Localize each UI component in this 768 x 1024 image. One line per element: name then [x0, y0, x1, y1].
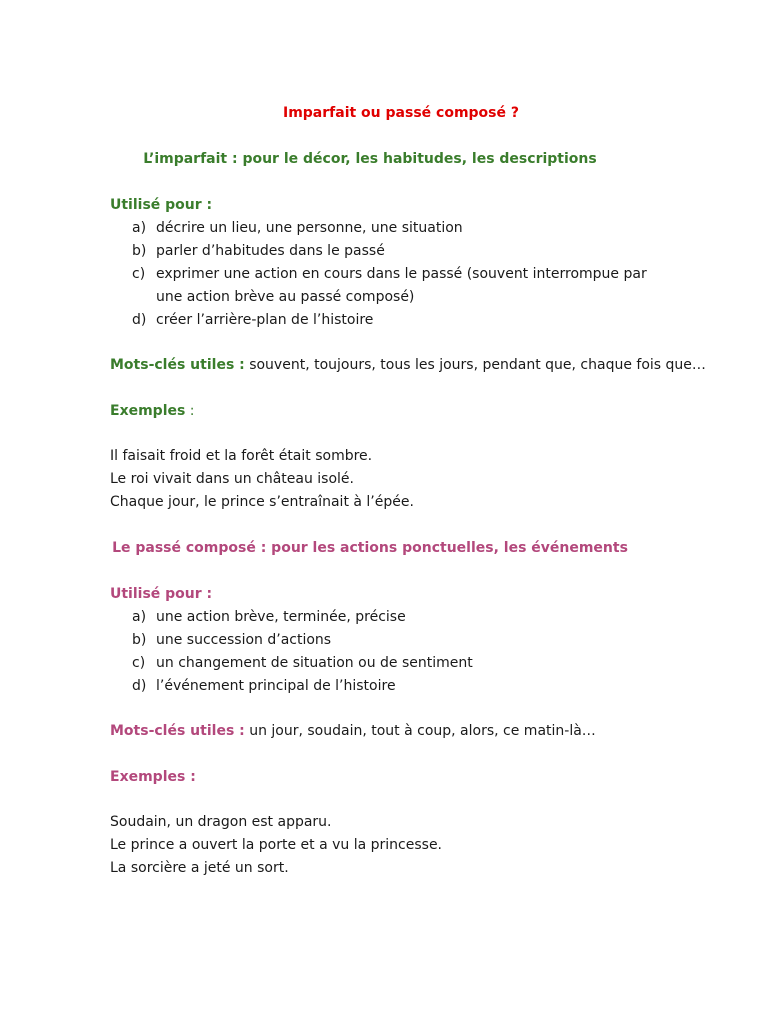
list-item — [110, 652, 710, 675]
passe-compose-usage-block — [110, 583, 710, 698]
list-item-text: créer l’arrière-plan de l’histoire — [156, 312, 374, 328]
passe-compose-examples-heading — [110, 766, 710, 789]
passe-compose-keywords-text: un jour, soudain, tout à coup, alors, ce matin-là… — [244, 723, 596, 739]
imparfait-keywords — [110, 354, 710, 377]
list-item — [110, 240, 710, 263]
list-item-text: parler d’habitudes dans le passé — [156, 243, 385, 259]
passe-compose-used-for-label: Utilisé pour : — [110, 586, 213, 602]
example-sentence: Le roi vivait dans un château isolé. — [110, 471, 354, 487]
list-item — [110, 606, 710, 629]
example-sentence: Le prince a ouvert la porte et a vu la princesse. — [110, 837, 443, 853]
list-marker: d) — [132, 678, 147, 694]
imparfait-usage-list — [110, 217, 710, 332]
imparfait-examples-colon: : — [185, 403, 195, 419]
passe-compose-examples — [110, 811, 710, 880]
list-item-text: une succession d’actions — [156, 632, 332, 648]
list-marker: b) — [132, 632, 147, 648]
list-marker: c) — [132, 655, 146, 671]
imparfait-usage-block — [110, 194, 710, 332]
list-item-text: une action brève, terminée, précise — [156, 609, 406, 625]
passe-compose-heading: Le passé composé : pour les actions ponctuelles, les événements — [112, 540, 628, 556]
list-marker: a) — [132, 220, 147, 236]
example-sentence: La sorcière a jeté un sort. — [110, 860, 289, 876]
imparfait-keywords-label: Mots-clés utiles : — [110, 357, 245, 373]
list-item-text: un changement de situation ou de sentiment — [156, 655, 473, 671]
imparfait-examples-heading — [110, 400, 710, 423]
page-title: Imparfait ou passé composé ? — [282, 105, 519, 121]
list-marker: a) — [132, 609, 147, 625]
list-item — [110, 629, 710, 652]
list-marker: b) — [132, 243, 147, 259]
example-sentence: Chaque jour, le prince s’entraînait à l’épée. — [110, 494, 414, 510]
list-item — [110, 309, 710, 332]
imparfait-examples — [110, 445, 710, 514]
list-marker: c) — [132, 266, 146, 282]
example-sentence: Soudain, un dragon est apparu. — [110, 814, 332, 830]
passe-compose-usage-list — [110, 606, 710, 698]
example-sentence: Il faisait froid et la forêt était sombre. — [110, 448, 373, 464]
passe-compose-keywords — [110, 720, 710, 743]
passe-compose-keywords-label: Mots-clés utiles : — [110, 723, 245, 739]
list-item — [110, 263, 710, 309]
imparfait-keywords-text: souvent, toujours, tous les jours, pendant que, chaque fois que… — [244, 357, 706, 373]
imparfait-examples-label: Exemples — [110, 403, 186, 419]
imparfait-heading: L’imparfait : pour le décor, les habitudes, les descriptions — [143, 151, 597, 167]
list-item — [110, 675, 710, 698]
list-item-text: décrire un lieu, une personne, une situation — [156, 220, 463, 236]
list-marker: d) — [132, 312, 147, 328]
list-item-text: l’événement principal de l’histoire — [156, 678, 396, 694]
passe-compose-examples-label: Exemples : — [110, 769, 196, 785]
list-item-text: exprimer une action en cours dans le passé (souvent interrompue par une action brève au passé composé) — [156, 266, 647, 305]
list-item — [110, 217, 710, 240]
imparfait-used-for-label: Utilisé pour : — [110, 197, 213, 213]
